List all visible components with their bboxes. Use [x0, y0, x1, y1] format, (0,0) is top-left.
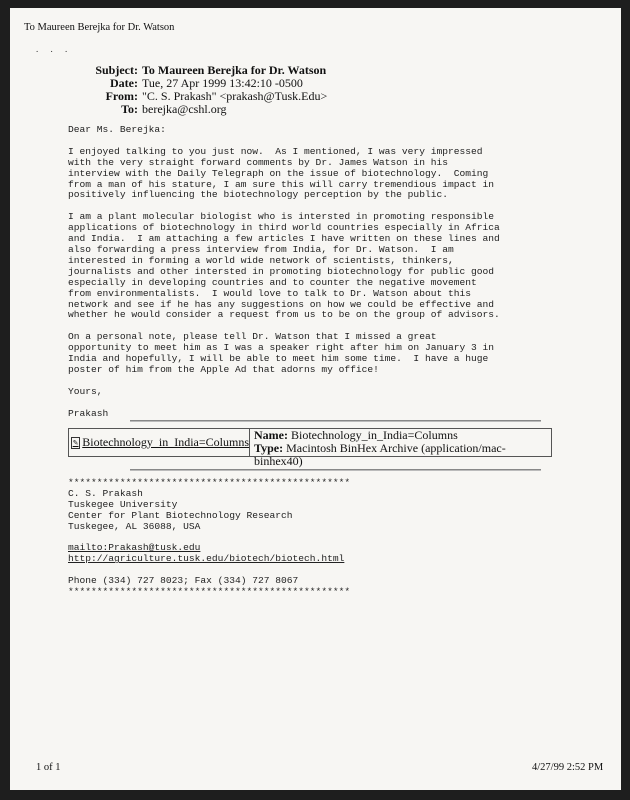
attachment-name-label: Name:: [254, 428, 288, 442]
mailto-link[interactable]: mailto:Prakash@tusk.edu: [68, 542, 201, 554]
attachment-type: Macintosh BinHex Archive (application/mac-binhex40): [254, 441, 506, 468]
signature-org: Tuskegee University: [68, 498, 178, 510]
print-timestamp: 4/27/99 2:52 PM: [532, 762, 604, 773]
from-label: From:: [105, 89, 138, 103]
greeting: Dear Ms. Berejka:: [68, 124, 166, 135]
signature-block: [68, 478, 568, 598]
signature-stars-bottom: *************************************************: [68, 586, 351, 598]
to-label: To:: [121, 102, 138, 116]
attachment-box: [68, 428, 552, 468]
signature-phone: Phone (334) 727 8023; Fax (334) 727 8067: [68, 575, 299, 587]
paragraph-2: I am a plant molecular biologist who is intersted in promoting responsible applications of biotechnology in third world countries especially in Africa and India. I am attaching a few articles I have written on these lines and also forwarding a press interview from India, for Dr. Watson. I am interested in forming a world wide network of scientists, thinkers, journalists and other intersted in promoting biotechnology for public good especially in developing countries and to counter the negative movement from environmentalists. I would love to talk to Dr. Watson about this network and see if he has any suggestions on how we could be effective and whether he would consider a request from us to be on the group of advisors.: [68, 211, 500, 321]
attachment-type-label: Type:: [254, 441, 284, 455]
date-value: Tue, 27 Apr 1999 13:42:10 -0500: [142, 76, 303, 90]
signature-dept: Center for Plant Biotechnology Research: [68, 509, 293, 521]
email-body: [68, 125, 568, 419]
header-dots: . . .: [36, 44, 73, 54]
attachment-rule-top: [130, 420, 541, 422]
signoff: Prakash: [68, 407, 109, 419]
subject-value: To Maureen Berejka for Dr. Watson: [142, 63, 327, 77]
attachment-link[interactable]: [69, 429, 250, 456]
page-number: 1 of 1: [36, 762, 61, 773]
attachment-filename: Biotechnology_in_India=Columns: [82, 435, 249, 449]
attachment-name: Biotechnology_in_India=Columns: [290, 428, 458, 442]
signature-stars-top: *************************************************: [68, 477, 351, 488]
signature-city: Tuskegee, AL 36088, USA: [68, 520, 201, 532]
to-row: [66, 103, 327, 116]
email-headers: [66, 64, 327, 116]
date-label: Date:: [110, 76, 138, 90]
document-page: [10, 8, 621, 790]
binhex-file-icon: ✎: [72, 438, 79, 447]
from-value: "C. S. Prakash" <prakash@Tusk.Edu>: [142, 89, 328, 103]
attachment-info: [250, 428, 551, 468]
signature-name: C. S. Prakash: [68, 487, 143, 499]
attachment-rule-bottom: [130, 469, 541, 471]
website-link[interactable]: http://agriculture.tusk.edu/biotech/biotech.html: [68, 553, 345, 565]
page-header-title: To Maureen Berejka for Dr. Watson: [24, 22, 175, 33]
closing: Yours,: [68, 385, 103, 397]
paragraph-1: I enjoyed talking to you just now. As I mentioned, I was very impressed with the very straight forward comments by Dr. James Watson in his interview with the Daily Telegraph on the issue of biotechnology. Coming from a man of his stature, I am sure this will carry tremendious impact in positively influencing the biotechnology perception by the public.: [68, 145, 495, 201]
subject-label: Subject:: [95, 63, 138, 77]
to-value: berejka@cshl.org: [142, 102, 227, 116]
paragraph-3: On a personal note, please tell Dr. Watson that I missed a great opportunity to meet him as I was a speaker right after him on January 3 in India and hopefully, I will be able to meet him some time. I have a huge poster of him from the Apple Ad that adorns my office!: [68, 331, 495, 375]
